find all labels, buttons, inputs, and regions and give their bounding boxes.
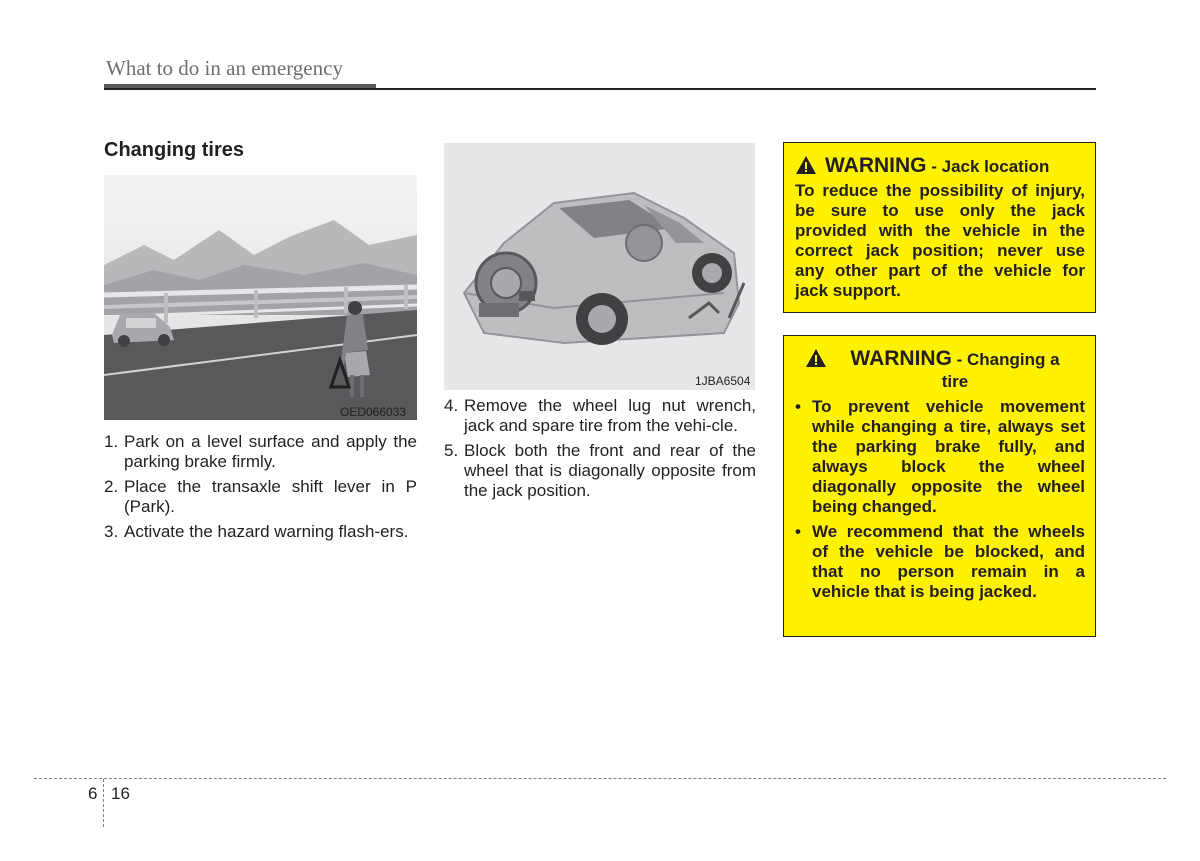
page-number: 16	[111, 784, 130, 803]
warning-body: To reduce the possibility of injury, be sure to use only the jack provided with the vehicle in the correct jack position; never use any other part of the vehicle for jack support.	[795, 181, 1085, 300]
bullet-icon: •	[795, 397, 801, 416]
chapter-number: 6	[88, 784, 98, 803]
warning-subtitle: - Changing a tire	[941, 350, 1060, 391]
warning-heading	[795, 348, 1085, 393]
list-item	[104, 432, 417, 472]
roadside-warning-triangle-illustration	[104, 175, 417, 420]
warning-triangle-icon	[805, 348, 827, 368]
warning-subtitle: - Jack location	[931, 157, 1050, 176]
step-text: Activate the hazard warning flash-ers.	[124, 522, 409, 541]
warning-triangle-icon	[795, 155, 817, 175]
footer-divider	[103, 779, 104, 827]
warning-box-changing-tire	[783, 335, 1096, 637]
list-item	[104, 522, 417, 542]
bullet-icon: •	[795, 522, 801, 541]
list-item	[444, 396, 756, 436]
warning-box-jack-location	[783, 142, 1096, 313]
step-number: 3.	[104, 522, 119, 541]
step-number: 4.	[444, 396, 459, 415]
warning-heading	[795, 155, 1085, 178]
header-rule	[104, 88, 1096, 90]
warning-bullet-text: To prevent vehicle movement while changing a tire, always set the parking brake fully, and always block the wheel diagonally opposite the wheel being changed.	[812, 397, 1085, 516]
step-text: Park on a level surface and apply the parking brake firmly.	[124, 432, 417, 471]
warning-label: WARNING	[850, 347, 952, 370]
list-item	[444, 441, 756, 501]
warning-bullets	[795, 397, 1085, 602]
steps-list-col1	[104, 432, 417, 547]
step-text: Place the transaxle shift lever in P (Park).	[124, 477, 417, 516]
running-header: What to do in an emergency	[106, 56, 343, 80]
car-spare-tire-jack-illustration	[444, 143, 755, 390]
warning-bullet-text: We recommend that the wheels of the vehicle be blocked, and that no person remain in a vehicle that is being jacked.	[812, 522, 1085, 601]
list-item	[104, 477, 417, 517]
warning-label: WARNING	[825, 154, 927, 177]
step-number: 5.	[444, 441, 459, 460]
step-number: 1.	[104, 432, 119, 451]
step-text: Block both the front and rear of the wheel that is diagonally opposite from the jack position.	[464, 441, 756, 500]
step-number: 2.	[104, 477, 119, 496]
section-heading: Changing tires	[104, 139, 245, 161]
list-item	[795, 522, 1085, 602]
steps-list-col2	[444, 396, 756, 506]
list-item	[795, 397, 1085, 517]
figure-code: 1JBA6504	[695, 374, 751, 388]
footer-rule	[34, 778, 1166, 779]
step-text: Remove the wheel lug nut wrench, jack and spare tire from the vehi-cle.	[464, 396, 756, 435]
figure-code: OED066033	[340, 405, 407, 419]
